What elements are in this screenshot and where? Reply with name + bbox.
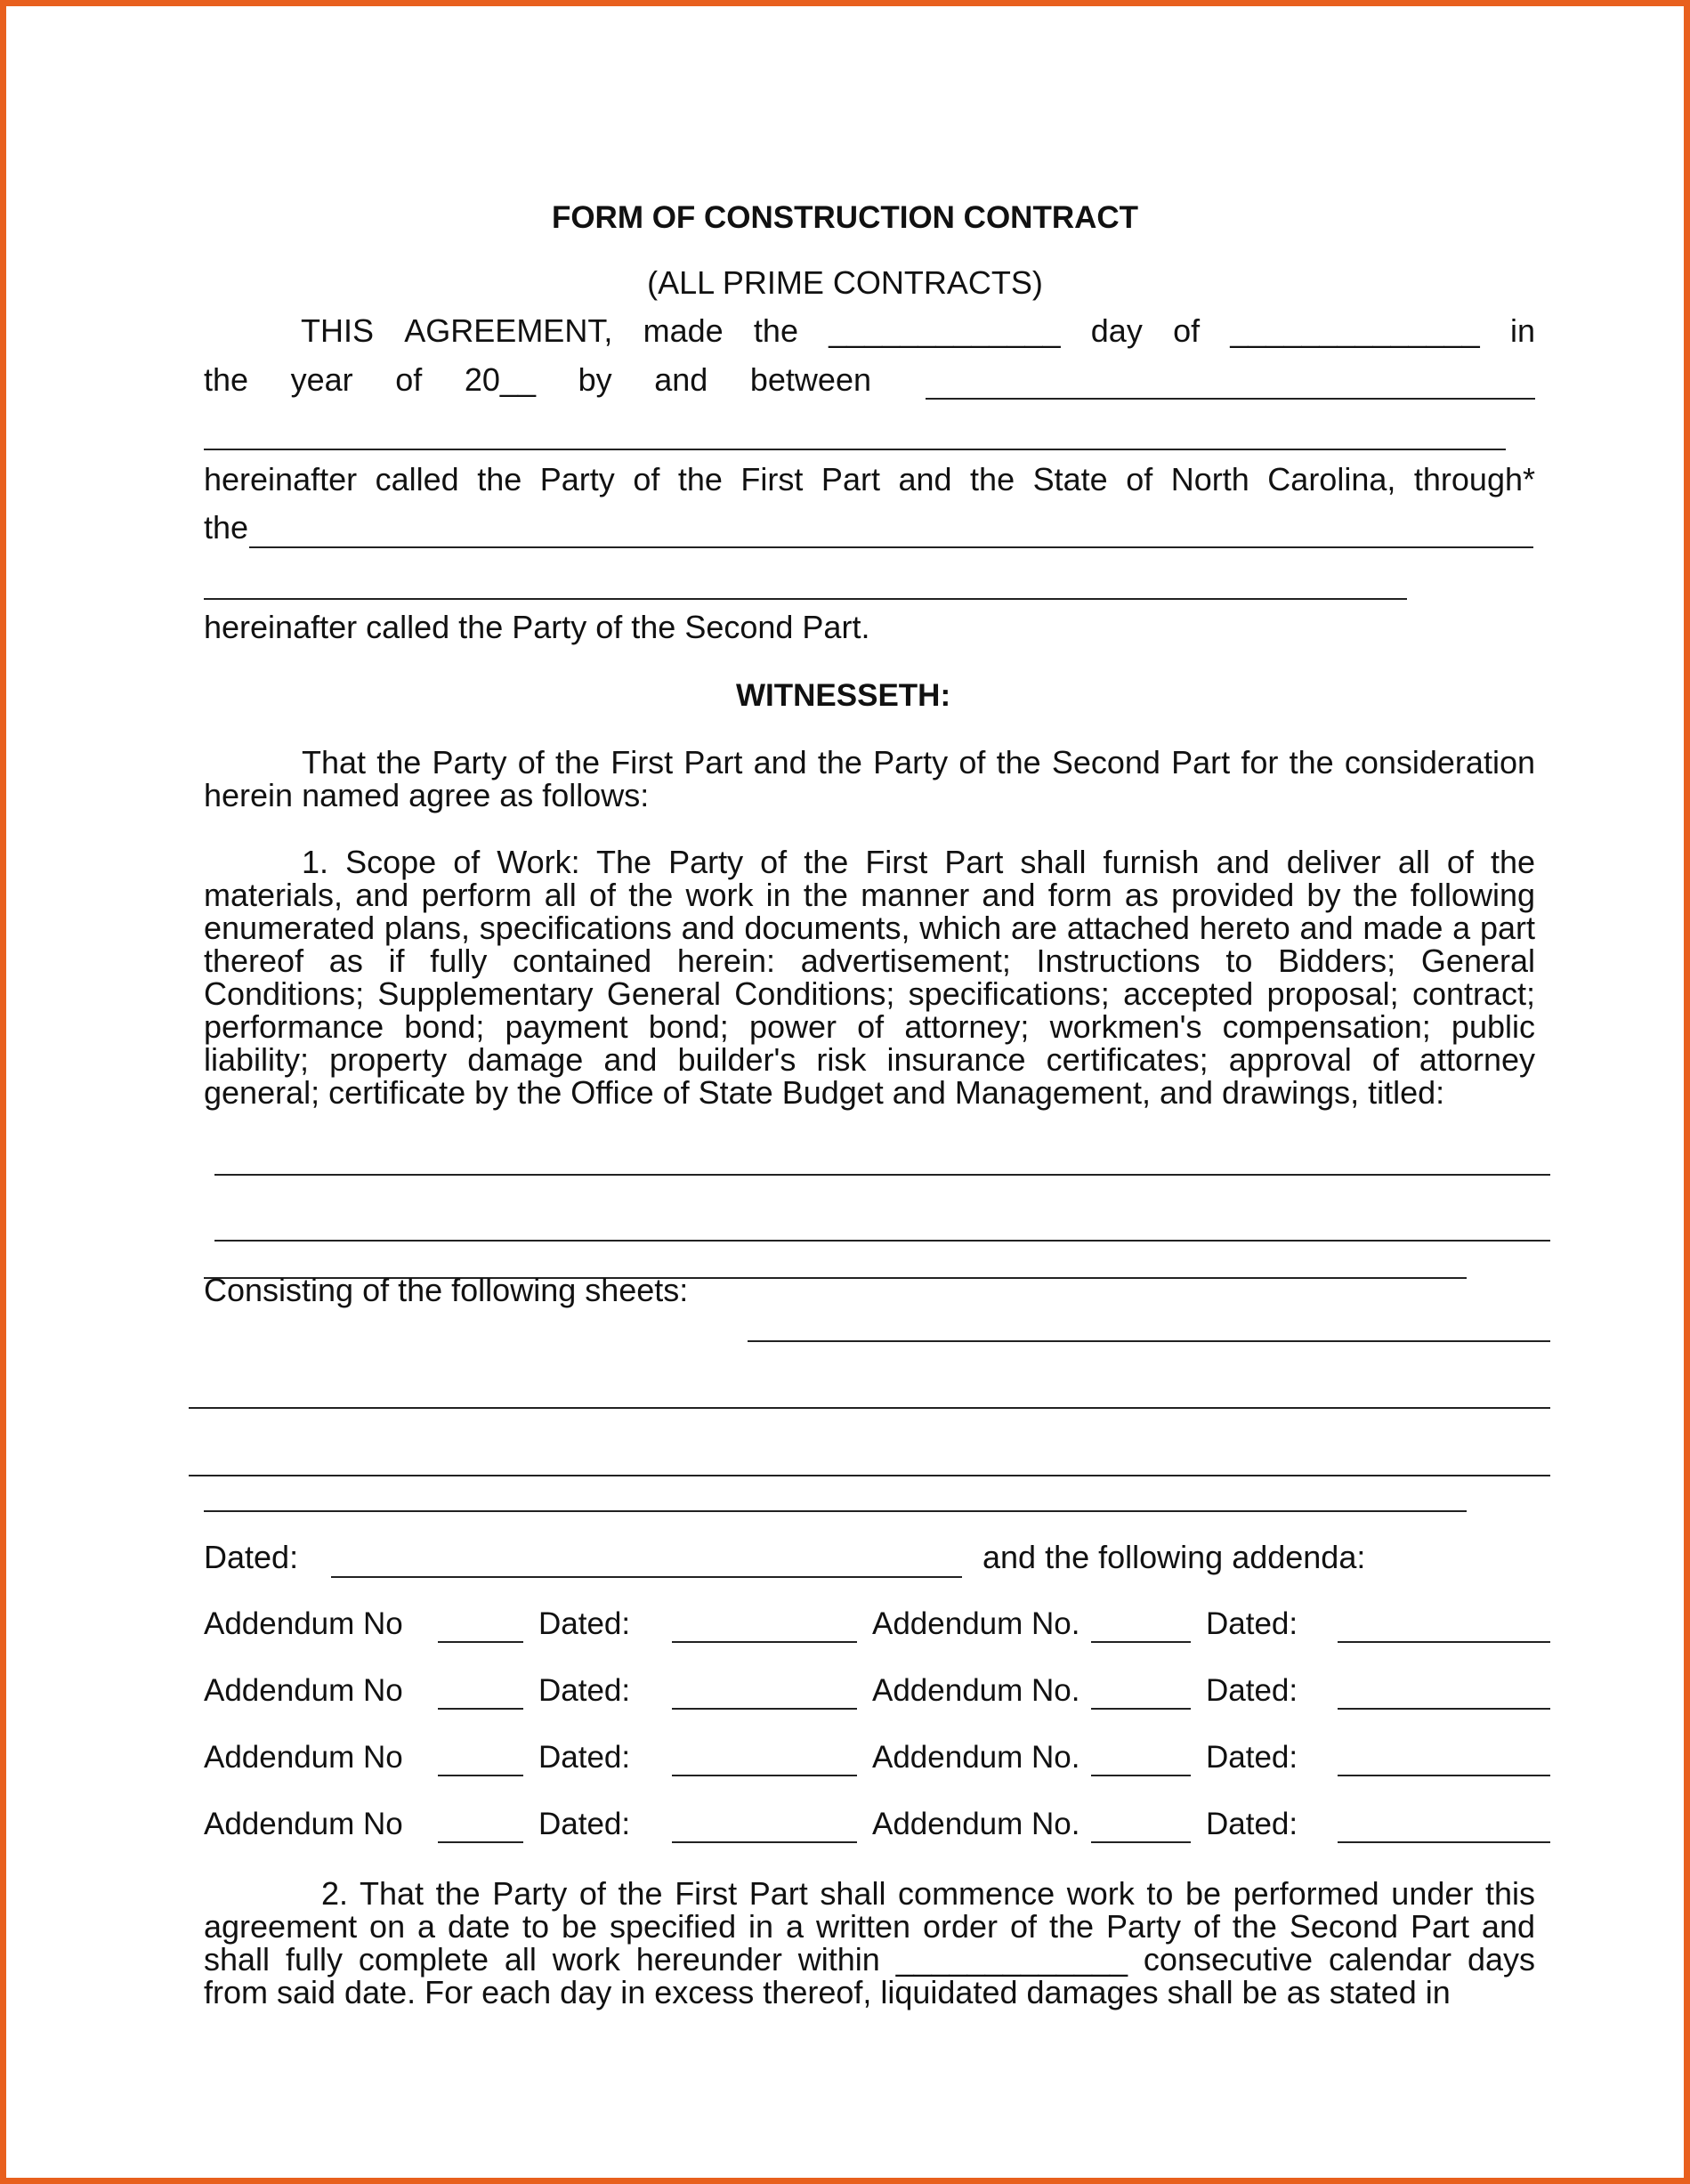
addendum-date-blank[interactable] xyxy=(672,1775,857,1776)
word: made xyxy=(643,312,724,349)
party-first-blank[interactable] xyxy=(926,398,1535,400)
addendum-date-blank[interactable] xyxy=(1338,1708,1550,1710)
month-blank[interactable]: ______________ xyxy=(1230,312,1480,349)
agency-blank[interactable] xyxy=(249,546,1533,548)
commence-paragraph: 2. That the Party of the First Part shall commence work to be performed under this agreement on a date to be specified in a written order of the Party of the Second Part and shall fully complete all work hereunder within _____________ consecutive calendar days from said date. For each day in excess thereof, liquidated damages shall be as stated in xyxy=(204,1875,1535,2010)
dated-label: Dated: xyxy=(204,1539,299,1575)
sheets-blank-4[interactable] xyxy=(204,1510,1467,1512)
addendum-date-blank[interactable] xyxy=(672,1841,857,1843)
word: AGREEMENT, xyxy=(404,312,613,349)
addenda-label: and the following addenda: xyxy=(982,1539,1366,1575)
word: of xyxy=(1173,312,1201,349)
word: year xyxy=(290,361,353,398)
addendum-number-blank[interactable] xyxy=(438,1775,523,1776)
addendum-label: Addendum No. xyxy=(872,1606,1080,1641)
addendum-number-blank[interactable] xyxy=(1091,1641,1191,1643)
word: the xyxy=(204,361,249,398)
first-part-text: hereinafter called the Party of the First Part and the State of North Carolina, through* xyxy=(204,461,1535,497)
sheets-blank-2[interactable] xyxy=(189,1407,1550,1409)
addendum-date-blank[interactable] xyxy=(1338,1841,1550,1843)
addendum-label: Addendum No xyxy=(204,1807,403,1841)
addendum-label: Addendum No. xyxy=(872,1673,1080,1708)
addendum-date-blank[interactable] xyxy=(672,1641,857,1643)
word: and xyxy=(654,361,708,398)
addendum-dated-label: Dated: xyxy=(1206,1673,1298,1708)
addendum-row xyxy=(0,1673,1690,1709)
addendum-dated-label: Dated: xyxy=(538,1673,631,1708)
addendum-number-blank[interactable] xyxy=(438,1708,523,1710)
addendum-number-blank[interactable] xyxy=(438,1641,523,1643)
addendum-date-blank[interactable] xyxy=(1338,1641,1550,1643)
drawings-title-blank-1[interactable] xyxy=(214,1174,1550,1176)
word: of xyxy=(395,361,423,398)
addendum-number-blank[interactable] xyxy=(438,1841,523,1843)
addendum-dated-label: Dated: xyxy=(538,1807,631,1841)
addendum-row xyxy=(0,1606,1690,1642)
document-subtitle: (ALL PRIME CONTRACTS) xyxy=(647,264,1043,301)
addendum-dated-label: Dated: xyxy=(1206,1740,1298,1775)
word: THIS xyxy=(301,312,375,349)
addendum-dated-label: Dated: xyxy=(1206,1606,1298,1641)
addendum-number-blank[interactable] xyxy=(1091,1708,1191,1710)
word: day xyxy=(1090,312,1143,349)
addendum-row xyxy=(0,1807,1690,1842)
witnesseth-heading: WITNESSETH: xyxy=(736,678,951,713)
addendum-date-blank[interactable] xyxy=(672,1708,857,1710)
addendum-number-blank[interactable] xyxy=(1091,1841,1191,1843)
word: by xyxy=(578,361,612,398)
addendum-row xyxy=(0,1740,1690,1776)
addendum-label: Addendum No xyxy=(204,1740,403,1775)
scope-paragraph: 1. Scope of Work: The Party of the First Part shall furnish and deliver all of the materials, and perform all of the work in the manner and form as provided by the following enumerated plans, specifications and documents, which are attached hereto and made a part thereof as if fully contained herein: advertisement; Instructions to Bidders; General Conditions; Supplementary General Conditions; specifications; accepted proposal; contract; performance bond; payment bond; power of attorney; workmen's compensation; public liability; property damage and builder's risk insurance certificates; approval of attorney general; certificate by the Office of State Budget and Management, and drawings, titled: xyxy=(204,844,1535,1111)
dated-blank[interactable] xyxy=(331,1576,962,1578)
agreement-line-1 xyxy=(301,313,1535,349)
sheets-blank-3[interactable] xyxy=(189,1475,1550,1476)
year-blank[interactable]: 20__ xyxy=(464,361,536,398)
addendum-label: Addendum No xyxy=(204,1606,403,1641)
sheets-blank-1[interactable] xyxy=(748,1340,1550,1342)
sheets-label: Consisting of the following sheets: xyxy=(204,1272,689,1308)
word: between xyxy=(749,361,871,398)
addendum-label: Addendum No. xyxy=(872,1740,1080,1775)
word: the xyxy=(753,312,798,349)
witness-paragraph: That the Party of the First Part and the Party of the Second Part for the consideration herein named agree as follows: xyxy=(204,744,1535,813)
party-first-blank-2[interactable] xyxy=(204,449,1506,450)
addendum-dated-label: Dated: xyxy=(1206,1807,1298,1841)
addendum-dated-label: Dated: xyxy=(538,1606,631,1641)
the-label: the xyxy=(204,509,249,546)
word: in xyxy=(1509,312,1535,349)
day-blank[interactable]: _____________ xyxy=(829,312,1061,349)
drawings-title-blank-2[interactable] xyxy=(214,1240,1550,1242)
addendum-number-blank[interactable] xyxy=(1091,1775,1191,1776)
agency-blank-2[interactable] xyxy=(204,598,1407,600)
addendum-label: Addendum No. xyxy=(872,1807,1080,1841)
document-title: FORM OF CONSTRUCTION CONTRACT xyxy=(551,200,1139,235)
addendum-label: Addendum No xyxy=(204,1673,403,1708)
second-part-text: hereinafter called the Party of the Second Part. xyxy=(204,609,870,645)
addendum-date-blank[interactable] xyxy=(1338,1775,1550,1776)
agreement-line-2 xyxy=(204,362,871,398)
addendum-dated-label: Dated: xyxy=(538,1740,631,1775)
